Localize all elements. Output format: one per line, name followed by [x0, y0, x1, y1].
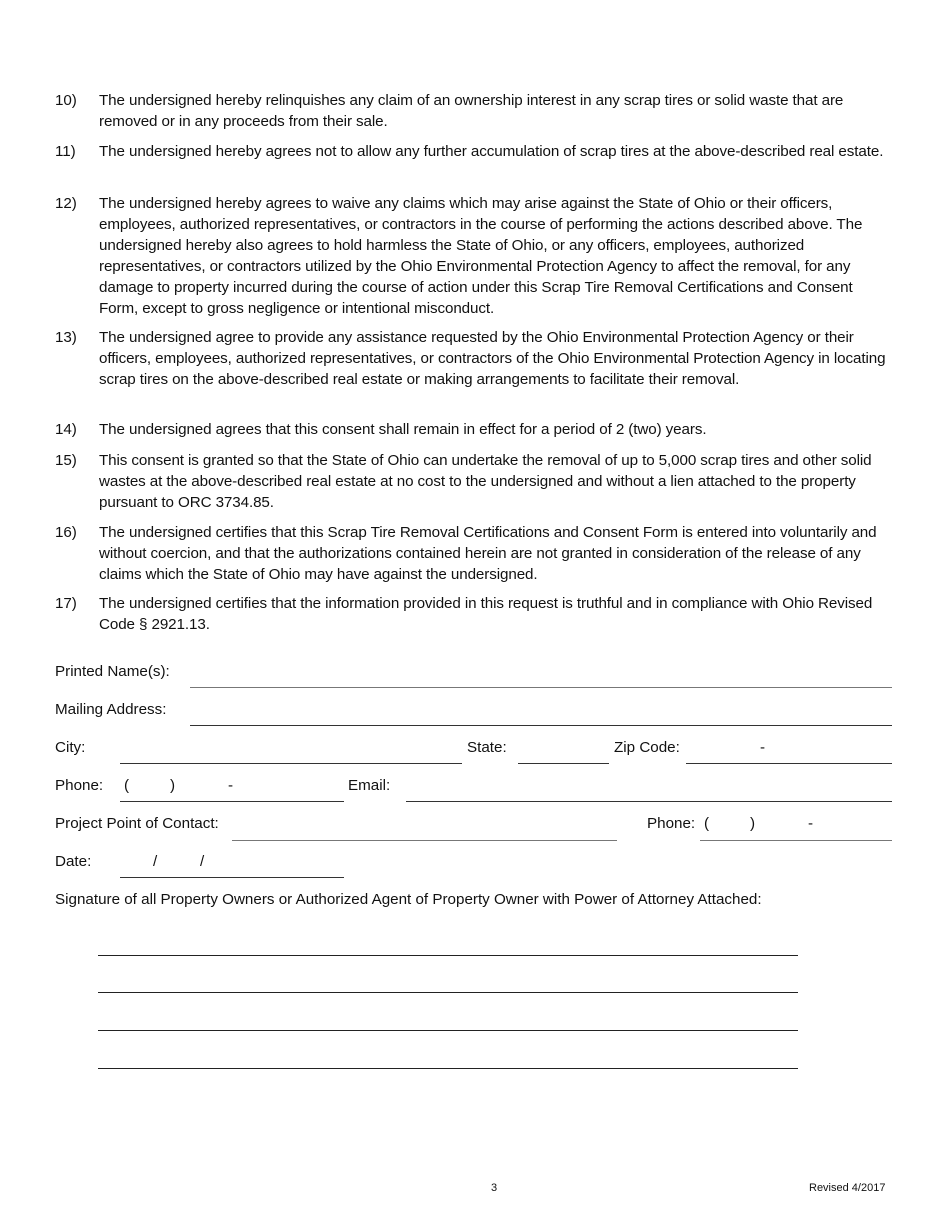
email-label: Email:	[348, 777, 391, 794]
contact-phone-separator: -	[808, 815, 814, 832]
mailing-address-field[interactable]	[190, 725, 892, 726]
contact-phone-open-paren: (	[704, 815, 710, 832]
phone-label: Phone:	[55, 777, 104, 794]
phone-separator: -	[228, 777, 234, 794]
signature-label: Signature of all Property Owners or Authorized Agent of Property Owner with Power of Attorney Attached:	[55, 891, 762, 908]
contact-phone-field[interactable]	[700, 840, 892, 841]
clause-text: The undersigned certifies that the information provided in this request is truthful and in compliance with Ohio Revised Code § 2921.13.	[99, 595, 873, 633]
zip-code-label: Zip Code:	[614, 739, 680, 756]
clause-number: 14)	[55, 421, 77, 438]
printed-name-field[interactable]	[190, 687, 892, 688]
clause-text: The undersigned hereby agrees not to allow any further accumulation of scrap tires at the above-described real estate.	[99, 143, 884, 160]
zip-code-field[interactable]	[686, 763, 892, 764]
clause-number: 13)	[55, 329, 77, 346]
clause-15	[55, 450, 895, 513]
phone-field[interactable]	[120, 801, 344, 802]
clause-13	[55, 327, 895, 390]
signature-line-3[interactable]	[98, 1030, 798, 1031]
phone-open-paren: (	[124, 777, 130, 794]
revised-date: Revised 4/2017	[809, 1182, 886, 1194]
clause-14	[55, 419, 895, 440]
signature-line-2[interactable]	[98, 992, 798, 993]
clause-number: 12)	[55, 195, 77, 212]
clause-number: 16)	[55, 524, 77, 541]
clause-number: 17)	[55, 595, 77, 612]
date-label: Date:	[55, 853, 92, 870]
date-field[interactable]	[120, 877, 344, 878]
clause-text: The undersigned hereby agrees to waive any claims which may arise against the State of Ohio or their officers, employees, authorized representatives, or contractors in the course of performing the actions described above. The undersigned hereby also agrees to hold harmless the State of Ohio, or any officers, employees, authorized representatives, or contractors utilized by the Ohio Environmental Protection Agency to affect the removal, for any damage to property incurred during the course of action under this Scrap Tire Removal Certifications and Consent Form, except to gross negligence or intentional misconduct.	[99, 195, 863, 317]
contact-label: Project Point of Contact:	[55, 815, 219, 832]
clause-17	[55, 593, 895, 635]
city-label: City:	[55, 739, 86, 756]
clause-11	[55, 141, 895, 162]
mailing-address-label: Mailing Address:	[55, 701, 167, 718]
date-separator-1: /	[153, 853, 158, 870]
zip-separator: -	[760, 739, 766, 756]
contact-phone-label: Phone:	[647, 815, 696, 832]
clause-16	[55, 522, 895, 585]
clause-12	[55, 193, 895, 319]
clause-10	[55, 90, 895, 132]
email-field[interactable]	[406, 801, 892, 802]
city-field[interactable]	[120, 763, 462, 764]
phone-close-paren: )	[170, 777, 176, 794]
clause-text: This consent is granted so that the State of Ohio can undertake the removal of up to 5,000 scrap tires and other solid wastes at the above-described real estate at no cost to the undersigned and without a lien attached to the property pursuant to ORC 3734.85.	[99, 452, 872, 511]
state-label: State:	[467, 739, 507, 756]
state-field[interactable]	[518, 763, 609, 764]
page-number: 3	[491, 1182, 498, 1194]
clause-number: 15)	[55, 452, 77, 469]
clause-number: 10)	[55, 92, 77, 109]
clause-text: The undersigned agree to provide any assistance requested by the Ohio Environmental Protection Agency or their officers, employees, authorized representatives, or contractors of the Ohio Environmental Protection Agency in locating scrap tires on the above-described real estate or making arrangements to facilitate their removal.	[99, 329, 886, 388]
printed-name-label: Printed Name(s):	[55, 663, 170, 680]
clause-text: The undersigned agrees that this consent shall remain in effect for a period of 2 (two) years.	[99, 421, 707, 438]
signature-line-1[interactable]	[98, 955, 798, 956]
clause-number: 11)	[55, 143, 76, 160]
contact-field[interactable]	[232, 840, 617, 841]
contact-phone-close-paren: )	[750, 815, 756, 832]
clause-text: The undersigned hereby relinquishes any claim of an ownership interest in any scrap tires or solid waste that are removed or in any proceeds from their sale.	[99, 92, 844, 130]
date-separator-2: /	[200, 853, 205, 870]
signature-line-4[interactable]	[98, 1068, 798, 1069]
clause-text: The undersigned certifies that this Scrap Tire Removal Certifications and Consent Form is entered into voluntarily and without coercion, and that the authorizations contained herein are not granted in consideration of the release of any claims which the State of Ohio may have against the undersigned.	[99, 524, 877, 583]
